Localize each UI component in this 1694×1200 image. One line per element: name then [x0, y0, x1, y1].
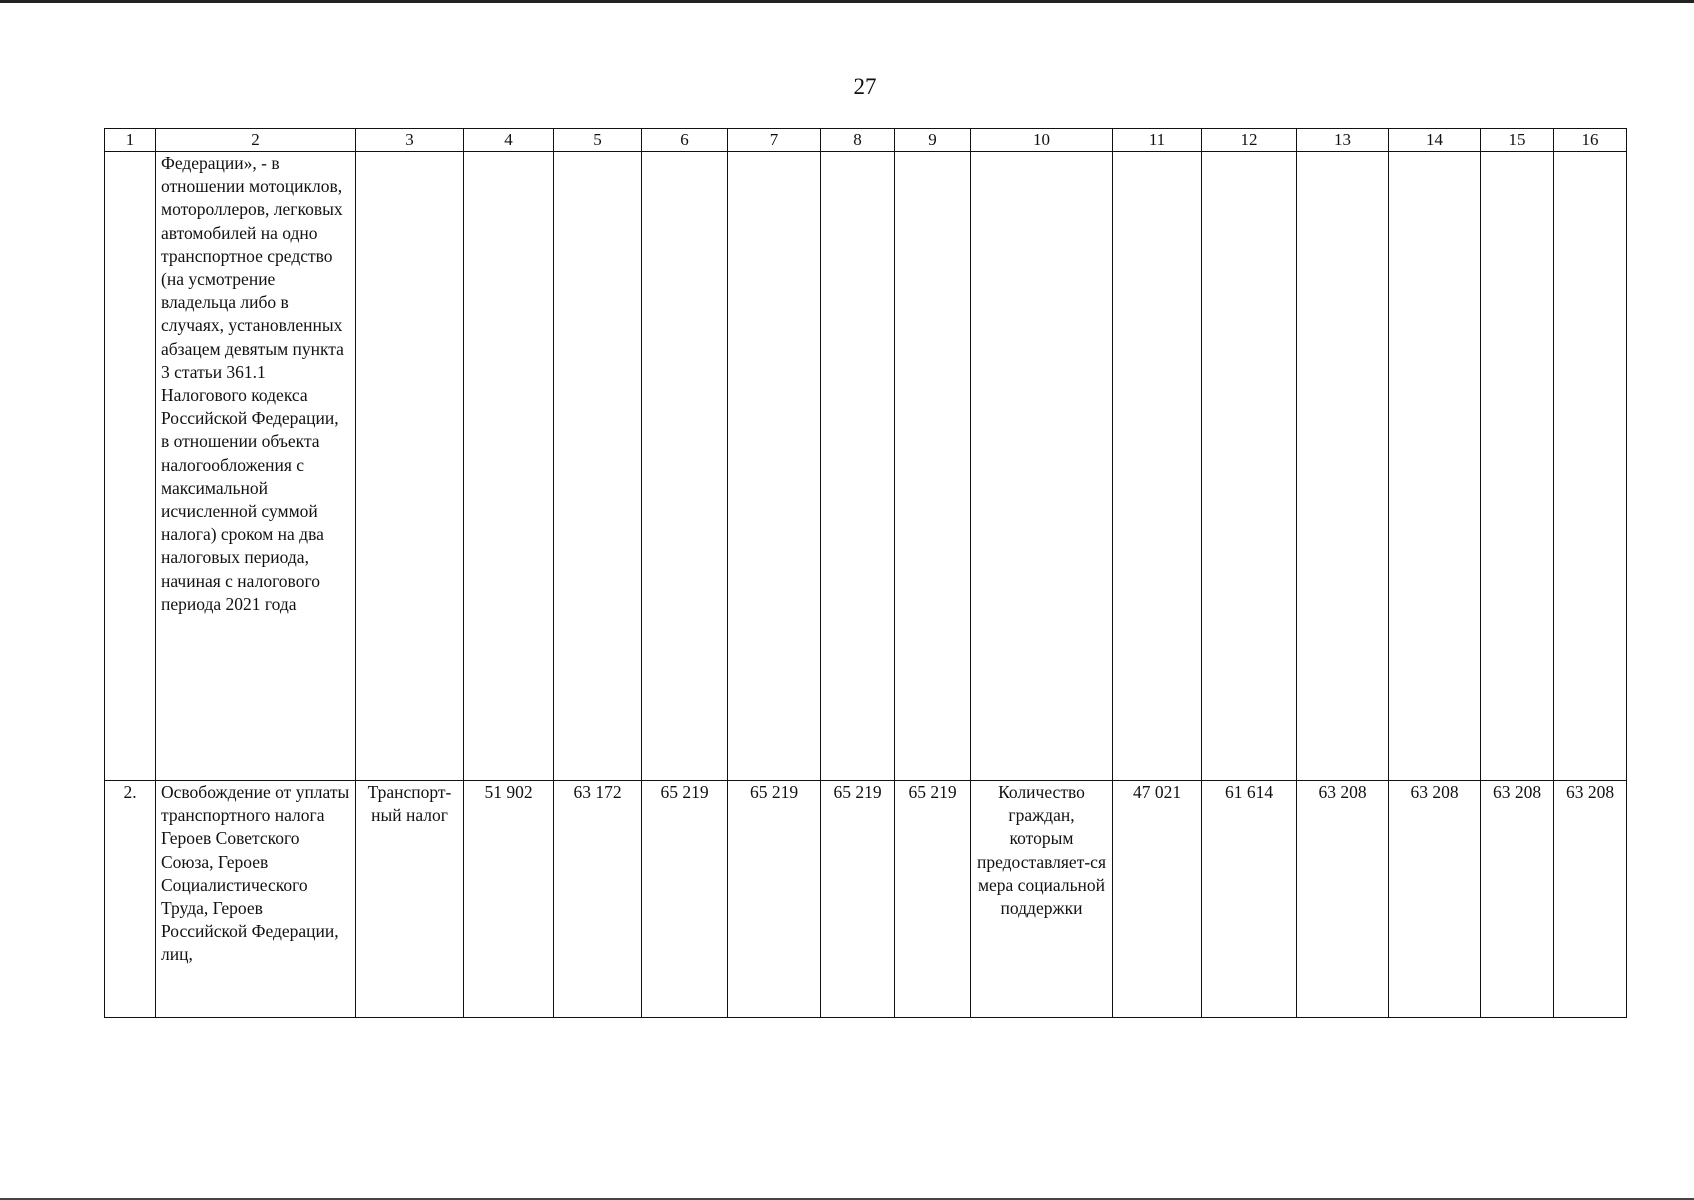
top-border-line: [0, 0, 1694, 3]
row-number: 2.: [105, 781, 156, 1018]
value-cell: [1554, 152, 1627, 781]
value-cell: 63 208: [1554, 781, 1627, 1018]
value-cell: 47 021: [1113, 781, 1202, 1018]
value-cell: 63 208: [1481, 781, 1554, 1018]
column-header: 7: [728, 129, 821, 152]
value-cell: [821, 152, 895, 781]
value-cell: [642, 152, 728, 781]
column-header: 4: [464, 129, 554, 152]
value-cell: 61 614: [1202, 781, 1297, 1018]
column-header: 10: [971, 129, 1113, 152]
tax-benefits-table: [104, 128, 1627, 1018]
value-cell: [1202, 152, 1297, 781]
value-cell: 65 219: [895, 781, 971, 1018]
benefit-description: Освобождение от уплаты транспортного налога Героев Советского Союза, Героев Социалистического Труда, Героев Российской Федерации, лиц,: [156, 781, 356, 1018]
indicator-cell: Количество граждан, которым предоставляет-ся мера социальной поддержки: [971, 781, 1113, 1018]
table-row: [105, 152, 1627, 781]
value-cell: 63 208: [1389, 781, 1481, 1018]
indicator-cell: [971, 152, 1113, 781]
value-cell: [1481, 152, 1554, 781]
benefit-description: Федерации», - в отношении мотоциклов, мотороллеров, легковых автомобилей на одно транспортное средство (на усмотрение владельца либо в случаях, установленных абзацем девятым пункта 3 статьи 361.1 Налогового кодекса Российской Федерации, в отношении объекта налогообложения с максимальной исчисленной суммой налога) сроком на два налоговых периода, начиная с налогового периода 2021 года: [156, 152, 356, 781]
page-number: 27: [853, 74, 877, 99]
value-cell: 51 902: [464, 781, 554, 1018]
column-header: 11: [1113, 129, 1202, 152]
value-cell: [1389, 152, 1481, 781]
column-header: 3: [356, 129, 464, 152]
column-header: 8: [821, 129, 895, 152]
table-row: [105, 781, 1627, 1018]
column-header: 2: [156, 129, 356, 152]
value-cell: [1297, 152, 1389, 781]
column-header: 6: [642, 129, 728, 152]
tax-type: [356, 152, 464, 781]
value-cell: [554, 152, 642, 781]
column-header: 9: [895, 129, 971, 152]
column-header: 5: [554, 129, 642, 152]
value-cell: 65 219: [821, 781, 895, 1018]
value-cell: [728, 152, 821, 781]
column-header: 14: [1389, 129, 1481, 152]
tax-type: Транспорт-ный налог: [356, 781, 464, 1018]
column-header: 12: [1202, 129, 1297, 152]
row-number: [105, 152, 156, 781]
value-cell: 63 208: [1297, 781, 1389, 1018]
value-cell: 63 172: [554, 781, 642, 1018]
column-header: 15: [1481, 129, 1554, 152]
column-number-row: [105, 129, 1627, 152]
value-cell: [895, 152, 971, 781]
value-cell: [1113, 152, 1202, 781]
value-cell: [464, 152, 554, 781]
value-cell: 65 219: [728, 781, 821, 1018]
value-cell: 65 219: [642, 781, 728, 1018]
column-header: 13: [1297, 129, 1389, 152]
column-header: 1: [105, 129, 156, 152]
column-header: 16: [1554, 129, 1627, 152]
